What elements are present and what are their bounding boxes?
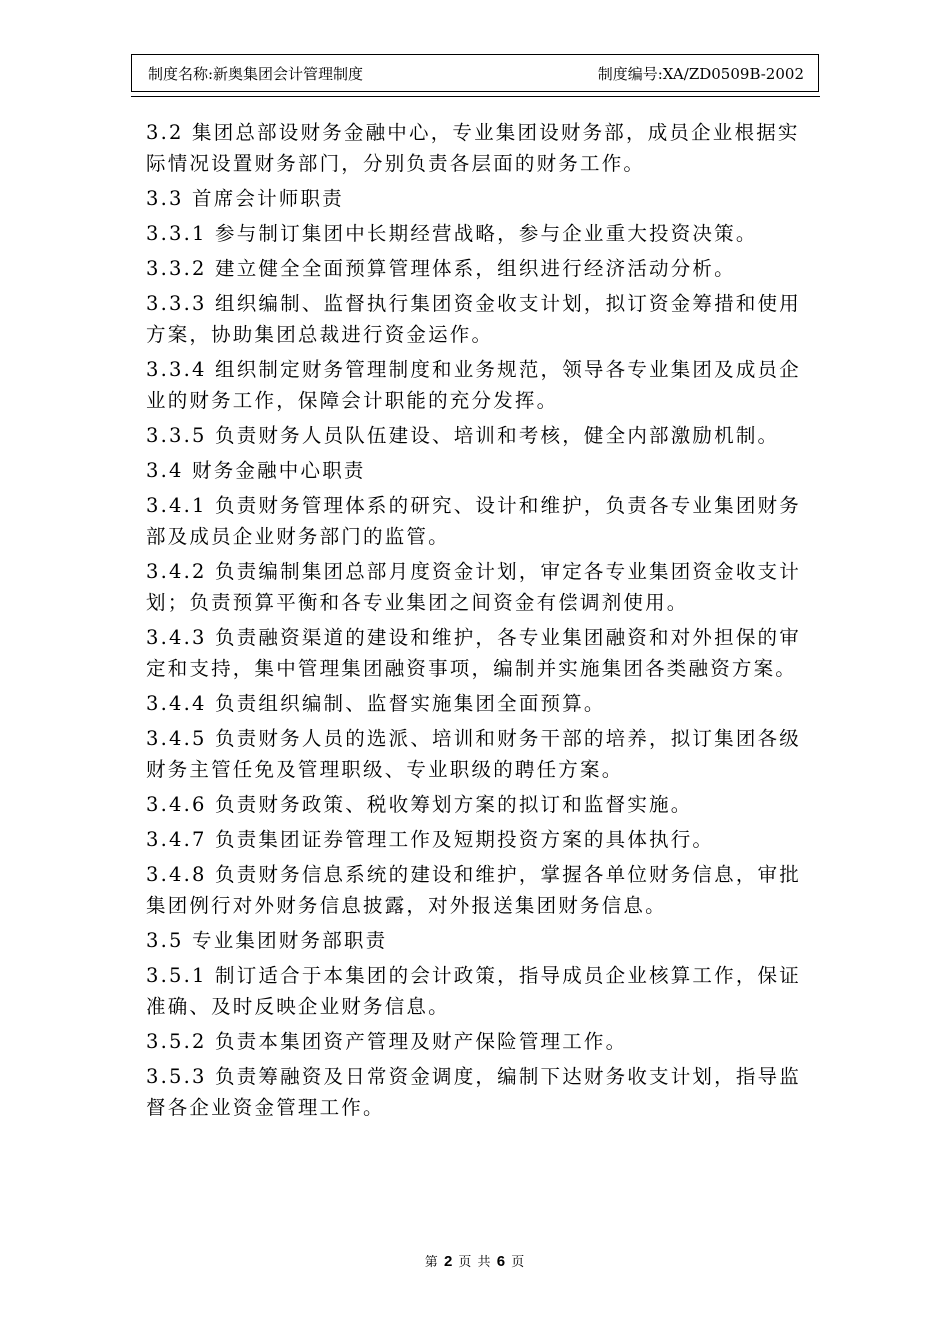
footer-suffix: 页: [511, 1255, 526, 1270]
paragraph-3-4-6: 3.4.6 负责财务政策、税收筹划方案的拟订和监督实施。: [146, 793, 693, 816]
paragraph-3-5-1: 3.5.1 制订适合于本集团的会计政策，指导成员企业核算工作，保证准确、及时反映企业财务信息。: [146, 964, 801, 1018]
paragraph-3-3-3: 3.3.3 组织编制、监督执行集团资金收支计划，拟订资金筹措和使用方案，协助集团总裁进行资金运作。: [146, 292, 801, 346]
paragraph-3-3-1: 3.3.1 参与制订集团中长期经营战略，参与企业重大投资决策。: [146, 222, 758, 245]
paragraph-3-3-2: 3.3.2 建立健全全面预算管理体系，组织进行经济活动分析。: [146, 257, 736, 280]
document-body: [146, 117, 816, 1127]
paragraph-3-5-3: 3.5.3 负责筹融资及日常资金调度，编制下达财务收支计划，指导监督各企业资金管理工作。: [146, 1065, 801, 1119]
total-page-number: 6: [496, 1253, 507, 1270]
paragraph-3-4-3: 3.4.3 负责融资渠道的建设和维护，各专业集团融资和对外担保的审定和支持，集中管理集团融资事项，编制并实施集团各类融资方案。: [146, 626, 801, 680]
paragraph-3-2: 3.2 集团总部设财务金融中心，专业集团设财务部，成员企业根据实际情况设置财务部门，分别负责各层面的财务工作。: [146, 121, 800, 175]
current-page-number: 2: [443, 1253, 454, 1270]
paragraph-3-4-2: 3.4.2 负责编制集团总部月度资金计划，审定各专业集团资金收支计划；负责预算平衡和各专业集团之间资金有偿调剂使用。: [146, 560, 801, 614]
section-heading-3-4: 3.4 财务金融中心职责: [146, 459, 366, 482]
paragraph-3-4-5: 3.4.5 负责财务人员的选派、培训和财务干部的培养，拟订集团各级财务主管任免及管理职级、专业职级的聘任方案。: [146, 727, 801, 781]
paragraph-3-4-4: 3.4.4 负责组织编制、监督实施集团全面预算。: [146, 692, 606, 715]
paragraph-3-5-2: 3.5.2 负责本集团资产管理及财产保险管理工作。: [146, 1030, 628, 1053]
paragraph-3-4-8: 3.4.8 负责财务信息系统的建设和维护，掌握各单位财务信息，审批集团例行对外财务信息披露，对外报送集团财务信息。: [146, 863, 801, 917]
paragraph-3-4-7: 3.4.7 负责集团证券管理工作及短期投资方案的具体执行。: [146, 828, 715, 851]
paragraph-3-3-4: 3.3.4 组织制定财务管理制度和业务规范，领导各专业集团及成员企业的财务工作，保障会计职能的充分发挥。: [146, 358, 801, 412]
paragraph-3-4-1: 3.4.1 负责财务管理体系的研究、设计和维护，负责各专业集团财务部及成员企业财务部门的监管。: [146, 494, 801, 548]
page-footer: [0, 1251, 950, 1270]
paragraph-3-3-5: 3.3.5 负责财务人员队伍建设、培训和考核，健全内部激励机制。: [146, 424, 780, 447]
footer-prefix: 第: [424, 1255, 439, 1270]
section-heading-3-3: 3.3 首席会计师职责: [146, 187, 344, 210]
regulation-name: 制度名称:新奥集团会计管理制度: [148, 65, 364, 83]
regulation-code: 制度编号:XA/ZD0509B-2002: [597, 65, 804, 83]
document-header: [131, 54, 819, 92]
footer-middle: 页 共: [458, 1255, 492, 1270]
section-heading-3-5: 3.5 专业集团财务部职责: [146, 929, 388, 952]
